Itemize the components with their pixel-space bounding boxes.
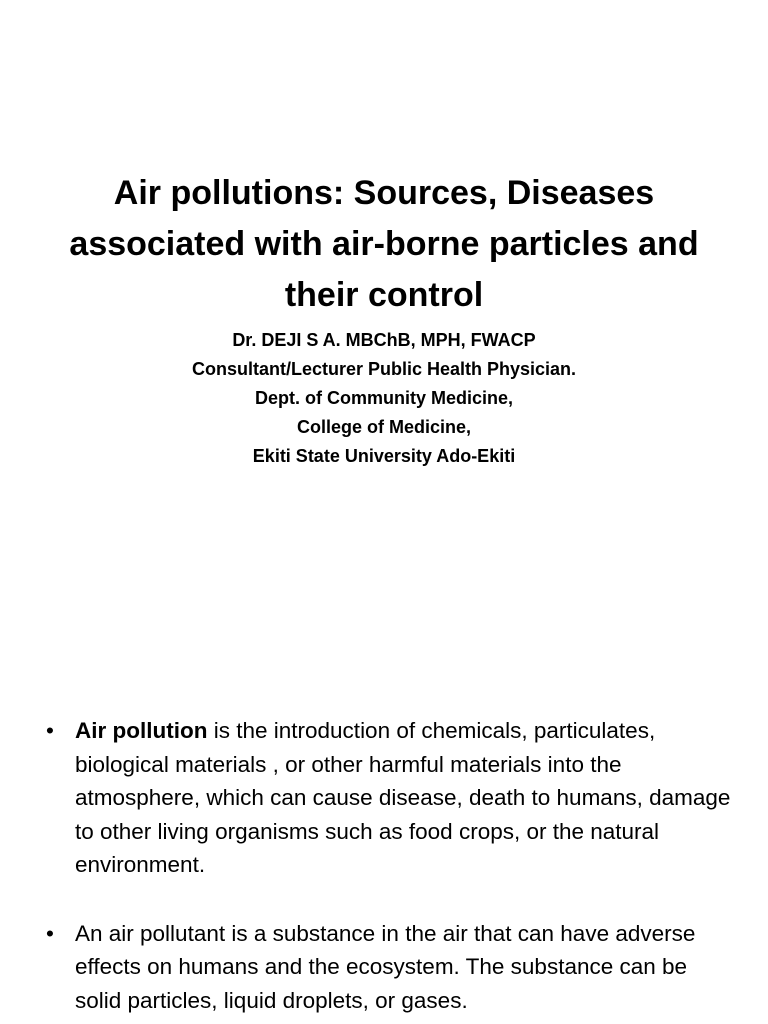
bullet-list (46, 714, 736, 1024)
bullet-definition: is the introduction of chemicals, particulates, biological materials , or other harmful materials into the atmosphere, which can cause disease, death to humans, damage to other living organisms such as food crops, or the natural environment. (75, 718, 731, 877)
bullet-text: An air pollutant is a substance in the air that can have adverse effects on humans and the ecosystem. The substance can be solid particles, liquid droplets, or gases. (75, 920, 696, 1013)
author-block (40, 326, 728, 471)
author-department: Dept. of Community Medicine, (254, 388, 513, 408)
bullet-icon: • (46, 920, 54, 946)
author-college: College of Medicine, (296, 417, 472, 437)
bullet-item-air-pollutant (46, 917, 736, 1018)
content-slide (0, 576, 768, 1024)
author-position: Consultant/Lecturer Public Health Physician. (191, 359, 577, 379)
slide-title: Air pollutions: Sources, Diseases associated with air-borne particles and their control (69, 174, 699, 314)
bullet-item-air-pollution (46, 714, 736, 882)
author-university: Ekiti State University Ado-Ekiti (252, 446, 516, 466)
bullet-icon: • (46, 718, 54, 743)
author-name: Dr. DEJI S A. MBChB, MPH, FWACP (232, 330, 536, 350)
bullet-term: Air pollution (75, 718, 208, 743)
